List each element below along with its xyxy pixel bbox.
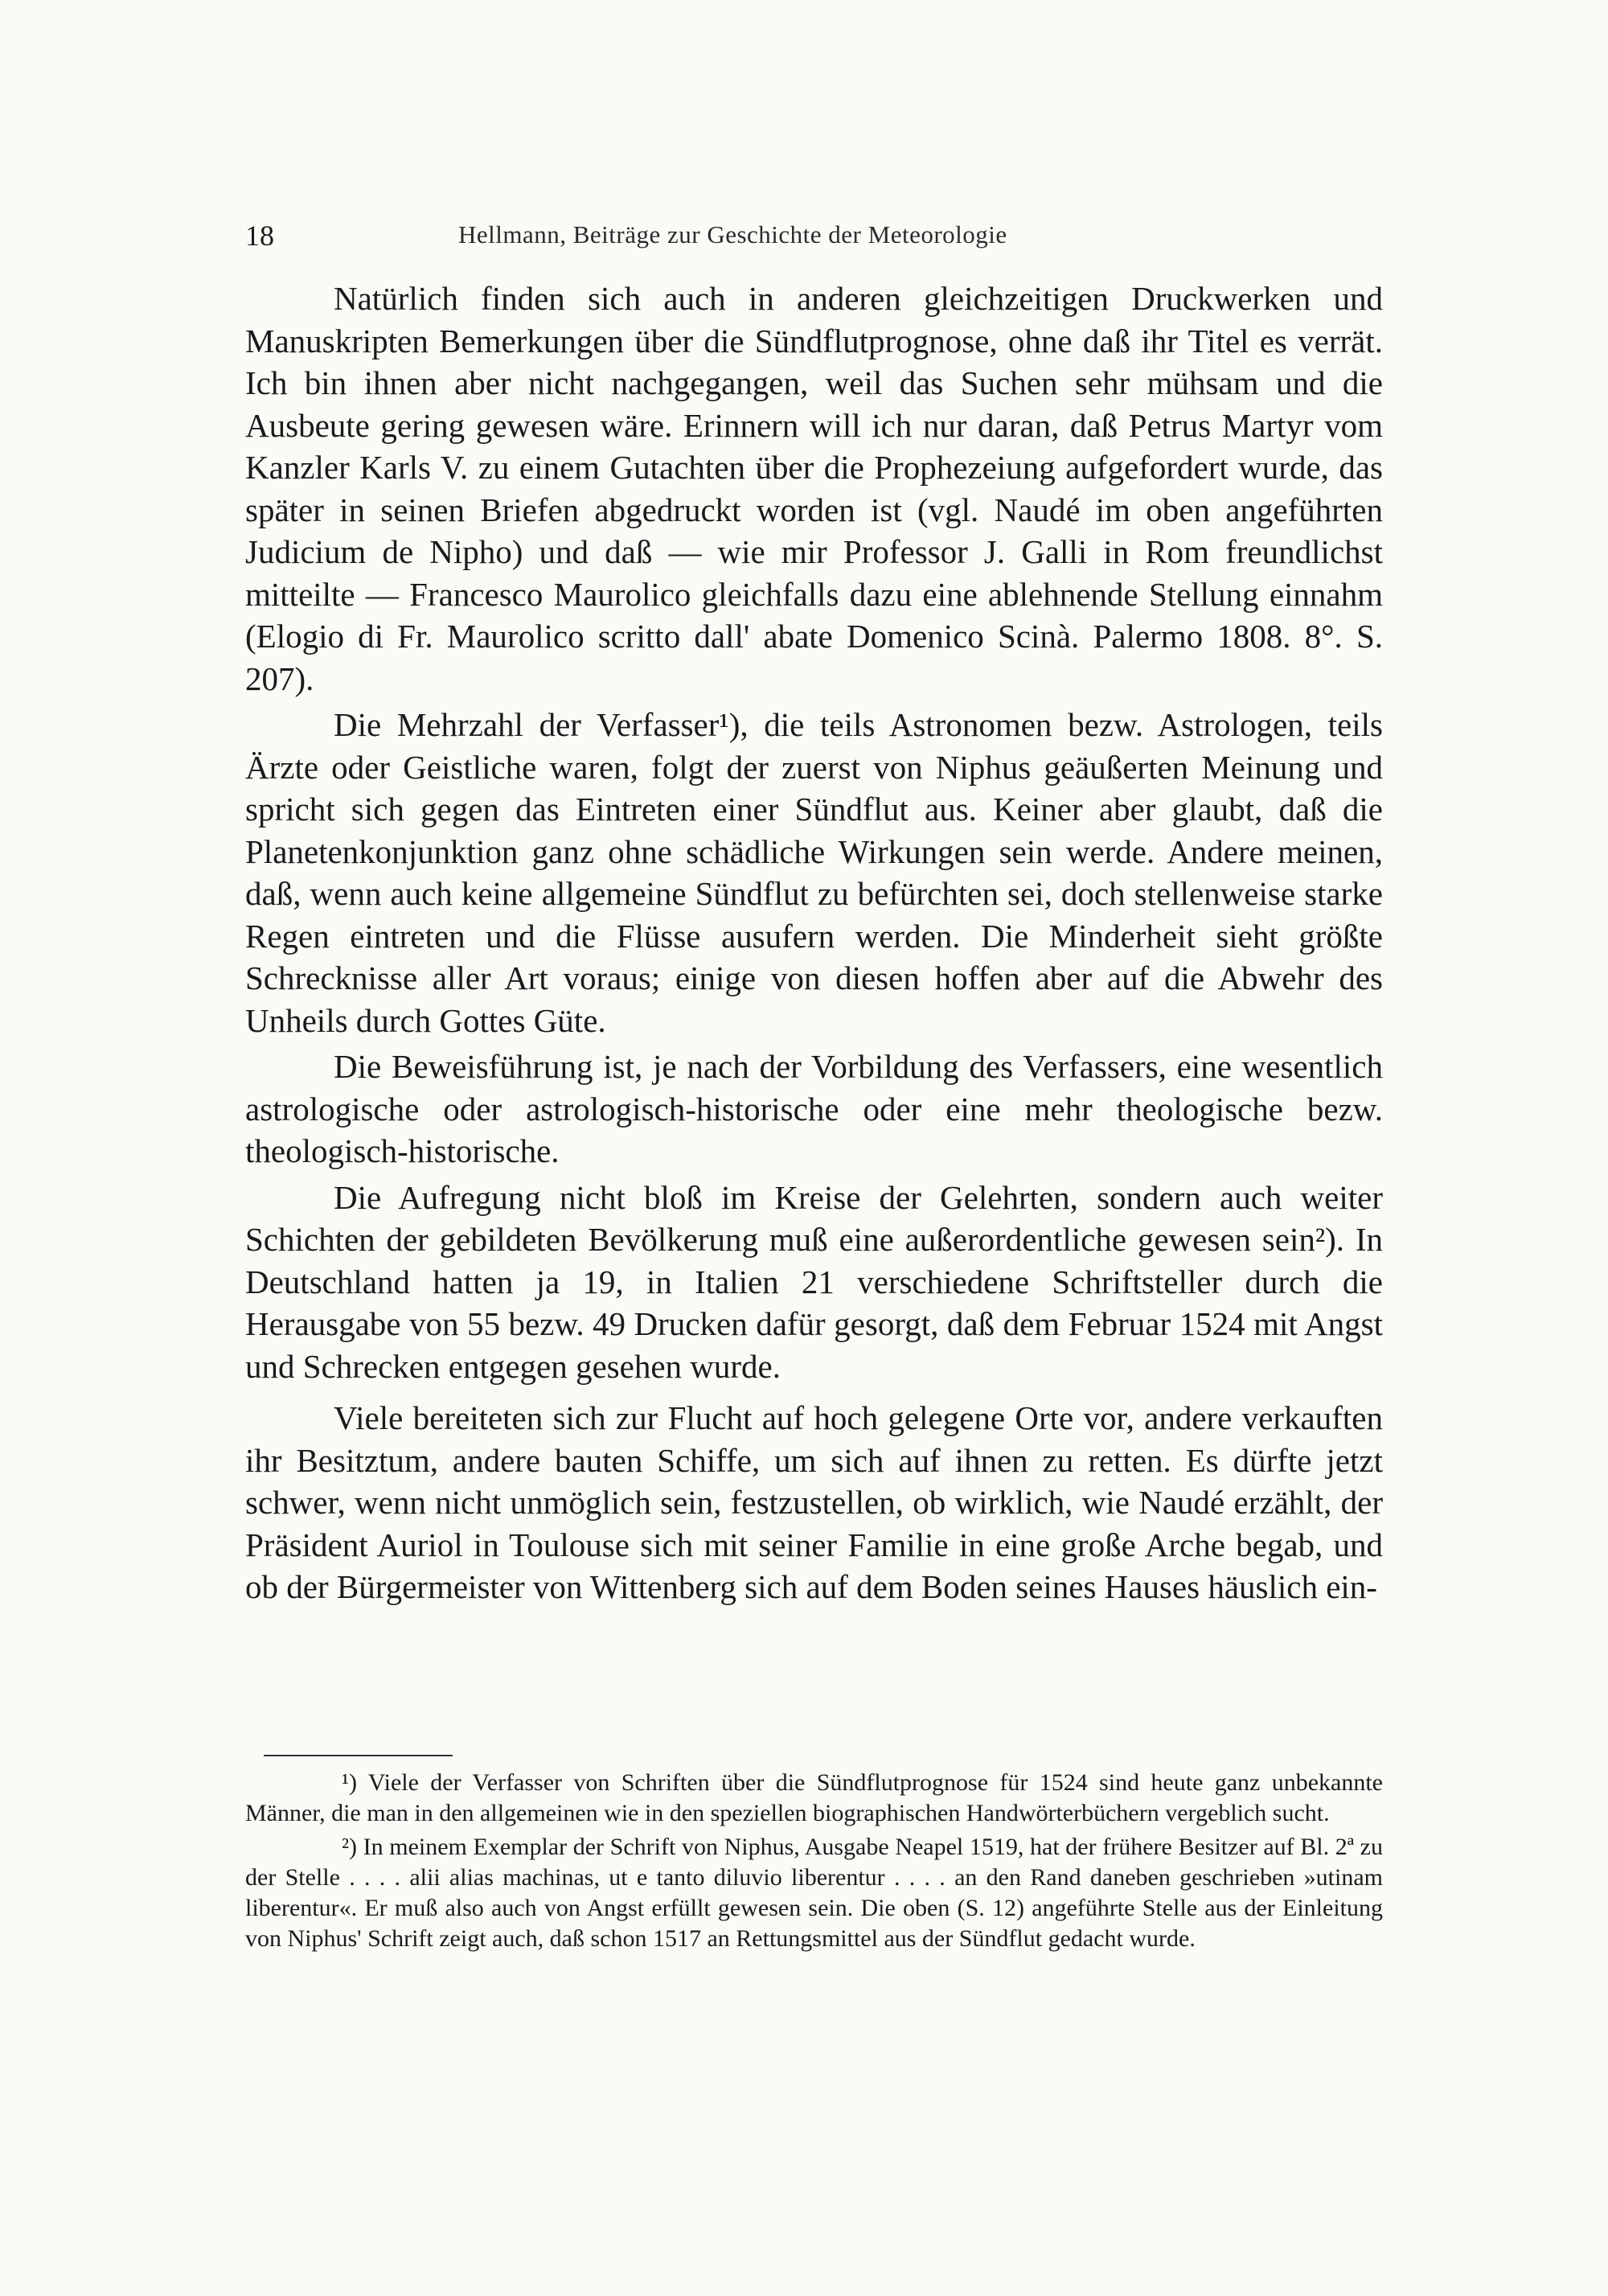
- footnotes: [245, 1768, 1383, 1954]
- paragraph: Viele bereiteten sich zur Flucht auf hoch gelegene Orte vor, andere verkauften ihr Besitztum, andere bauten Schiffe, um sich auf ihnen zu retten. Es dürfte jetzt schwer, wenn nicht unmöglich sein, festzustellen, ob wirklich, wie Naudé erzählt, der Präsident Auriol in Toulouse sich mit seiner Familie in eine große Arche begab, und ob der Bürgermeister von Wittenberg sich auf dem Boden seines Hauses häuslich ein-: [245, 1399, 1383, 1605]
- paragraph: Natürlich finden sich auch in anderen gleichzeitigen Druckwerken und Manuskripten Bemerkungen über die Sündflutprognose, ohne daß ihr Titel es verrät. Ich bin ihnen aber nicht nachgegangen, weil das Suchen sehr mühsam und die Ausbeute gering gewesen wäre. Erinnern will ich nur daran, daß Petrus Martyr vom Kanzler Karls V. zu einem Gutachten über die Prophezeiung aufgefordert wurde, das später in seinen Briefen abgedruckt worden ist (vgl. Naudé im oben angeführten Judicium de Nipho) und daß — wie mir Professor J. Galli in Rom freundlichst mitteilte — Francesco Maurolico gleichfalls dazu eine ablehnende Stellung einnahm (Elogio di Fr. Maurolico scritto dall' abate Domenico Scinà. Palermo 1808. 8°. S. 207).: [245, 280, 1383, 697]
- page-header: [245, 219, 1387, 259]
- footnote: ¹) Viele der Verfasser von Schriften über die Sündflutprognose für 1524 sind heute ganz unbekannte Männer, die man in den allgemeinen wie in den speziellen biographischen Handwörterbüchern vergeblich sucht.: [245, 1769, 1383, 1826]
- footnote-divider: [264, 1755, 453, 1756]
- paragraph: Die Beweisführung ist, je nach der Vorbildung des Verfassers, eine wesentlich astrologische oder astrologisch-historische oder eine mehr theologische bezw. theologisch-historische.: [245, 1048, 1383, 1169]
- main-text: [245, 277, 1383, 1608]
- paragraph: Die Mehrzahl der Verfasser¹), die teils Astronomen bezw. Astrologen, teils Ärzte oder Geistliche waren, folgt der zuerst von Niphus geäußerten Meinung und spricht sich gegen das Eintreten einer Sündflut aus. Keiner aber glaubt, daß die Planetenkonjunktion ganz ohne schädliche Wirkungen sein werde. Andere meinen, daß, wenn auch keine allgemeine Sündflut zu befürchten sei, doch stellenweise starke Regen eintreten und die Flüsse ausufern werden. Die Minderheit sieht größte Schrecknisse aller Art voraus; einige von diesen hoffen aber auf die Abwehr des Unheils durch Gottes Güte.: [245, 706, 1383, 1039]
- running-title: Hellmann, Beiträge zur Geschichte der Meteorologie: [458, 220, 1007, 248]
- page-number: 18: [245, 220, 274, 252]
- footnote: ²) In meinem Exemplar der Schrift von Niphus, Ausgabe Neapel 1519, hat der frühere Besitzer auf Bl. 2ª zu der Stelle . . . . alii alias machinas, ut e tanto diluvio liberentur . . . . an den Rand daneben geschrieben »utinam liberentur«. Er muß also auch von Angst erfüllt gewesen sein. Die oben (S. 12) angeführte Stelle aus der Einleitung von Niphus' Schrift zeigt auch, daß schon 1517 an Rettungsmittel aus der Sündflut gedacht wurde.: [245, 1834, 1383, 1952]
- paragraph: Die Aufregung nicht bloß im Kreise der Gelehrten, sondern auch weiter Schichten der gebildeten Bevölkerung muß eine außerordentliche gewesen sein²). In Deutschland hatten ja 19, in Italien 21 verschiedene Schriftsteller durch die Herausgabe von 55 bezw. 49 Drucken dafür gesorgt, daß dem Februar 1524 mit Angst und Schrecken entgegen gesehen wurde.: [245, 1178, 1383, 1385]
